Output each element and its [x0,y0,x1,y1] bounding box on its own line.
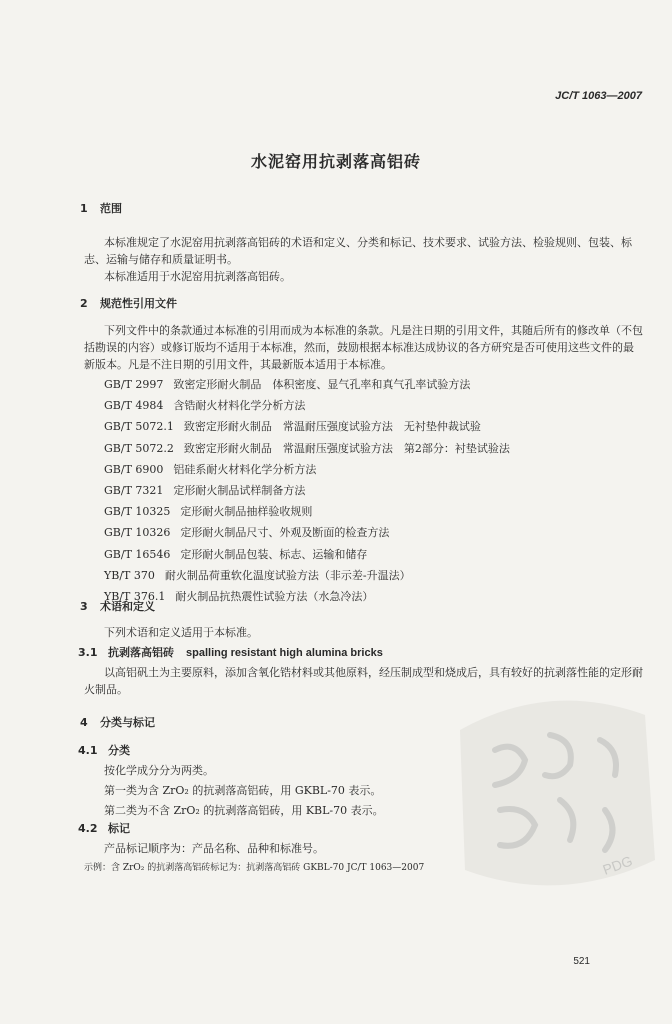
section-1-paragraph-1: 本标准规定了水泥窑用抗剥落高铝砖的术语和定义、分类和标记、技术要求、试验方法、检验规则、包装、标志、运输与储存和质量证明书。 [84,236,632,266]
reference-item [104,586,510,607]
marking-example: 示例：含 ZrO₂ 的抗剥落高铝砖标记为：抗剥落高铝砖 GKBL-70 JC/T 1063—2007 [84,863,425,873]
reference-item [104,459,510,480]
term-definition: 以高铝矾土为主要原料，添加含氧化锆材料或其他原料，经压制成型和烧成后，具有较好的抗剥落性能的定形耐火制品。 [84,666,643,696]
section-1-heading [80,200,122,216]
reference-item [104,565,510,586]
reference-code: GB/T 4984 [104,399,164,413]
subsection-4-1-heading [78,742,130,758]
section-number: 3 [80,600,88,613]
reference-item [104,544,510,565]
reference-title: 定形耐火制品包装、标志、运输和储存 [180,547,368,561]
subsection-4-1-paragraph-1: 按化学成分分为两类。 [104,764,214,777]
reference-item [104,438,510,459]
reference-title: 定形耐火制品试样制备方法 [173,483,306,497]
page-number: 521 [573,956,590,967]
section-2-heading [80,295,177,311]
reference-code: GB/T 5072.1 [104,420,174,434]
section-4-heading [80,714,155,730]
standard-code: JC/T 1063—2007 [555,90,642,102]
section-1-paragraph-2: 本标准适用于水泥窑用抗剥落高铝砖。 [104,270,291,283]
reference-item [104,416,510,437]
reference-item [104,395,510,416]
reference-title: 致密定形耐火制品 常温耐压强度试验方法 第2部分：衬垫试验法 [183,441,510,455]
section-3-heading [80,598,155,614]
section-3-paragraph-1: 下列术语和定义适用于本标准。 [104,626,258,639]
section-title: 术语和定义 [100,600,155,613]
term-entry [78,644,383,660]
section-title: 范围 [100,202,122,215]
reference-title: 铝硅系耐火材料化学分析方法 [173,462,317,476]
subsection-4-2-paragraph-1: 产品标记顺序为：产品名称、品种和标准号。 [104,842,324,855]
reference-code: YB/T 376.1 [104,589,166,603]
reference-code: GB/T 16546 [104,547,171,561]
section-number: 4 [80,716,88,729]
reference-code: GB/T 10326 [104,526,171,540]
reference-title: 耐火制品荷重软化温度试验方法（非示差-升温法） [164,568,411,582]
reference-code: GB/T 5072.2 [104,441,174,455]
reference-title: 致密定形耐火制品 体积密度、显气孔率和真气孔率试验方法 [173,378,471,391]
reference-title: 定形耐火制品抽样验收规则 [180,505,313,519]
term-chinese: 抗剥落高铝砖 [108,646,174,659]
reference-title: 耐火制品抗热震性试验方法（水急冷法） [175,589,374,603]
reference-title: 定形耐火制品尺寸、外观及断面的检查方法 [180,526,390,540]
section-2-paragraph-1: 下列文件中的条款通过本标准的引用而成为本标准的条款。凡是注日期的引用文件，其随后所有的修改单（不包括勘误的内容）或修订版均不适用于本标准，然而，鼓励根据本标准达成协议的各方研究是否可使用这些文件的最新版本。凡是不注日期的引用文件，其最新版本适用于本标准。 [84,324,643,371]
reference-title: 含锆耐火材料化学分析方法 [173,399,306,413]
normative-references-list [104,374,510,607]
reference-item [104,522,510,543]
reference-code: GB/T 6900 [104,462,164,476]
section-number: 1 [80,202,88,215]
reference-item [104,501,510,522]
section-title: 规范性引用文件 [100,297,177,310]
reference-item [104,480,510,501]
subsection-number: 4.1 [78,744,98,757]
subsection-4-1-paragraph-2: 第一类为含 ZrO₂ 的抗剥落高铝砖，用 GKBL-70 表示。 [104,784,382,797]
subsection-number: 4.2 [78,822,98,835]
document-title: 水泥窑用抗剥落高铝砖 [250,152,421,171]
reference-title: 致密定形耐火制品 常温耐压强度试验方法 无衬垫仲裁试验 [183,420,481,434]
section-title: 分类与标记 [100,716,155,729]
reference-item [104,374,510,395]
term-english: spalling resistant high alumina bricks [186,647,383,659]
watermark-seal [440,690,660,900]
subsection-4-2-heading [78,820,130,836]
subsection-title: 标记 [108,822,130,835]
reference-code: GB/T 2997 [104,378,164,391]
term-number: 3.1 [78,646,98,659]
subsection-title: 分类 [108,744,130,757]
section-number: 2 [80,297,88,310]
reference-code: GB/T 7321 [104,483,164,497]
reference-code: GB/T 10325 [104,505,171,519]
reference-code: YB/T 370 [104,568,155,582]
subsection-4-1-paragraph-3: 第二类为不含 ZrO₂ 的抗剥落高铝砖，用 KBL-70 表示。 [104,804,384,817]
watermark-text: PDG [600,852,635,878]
